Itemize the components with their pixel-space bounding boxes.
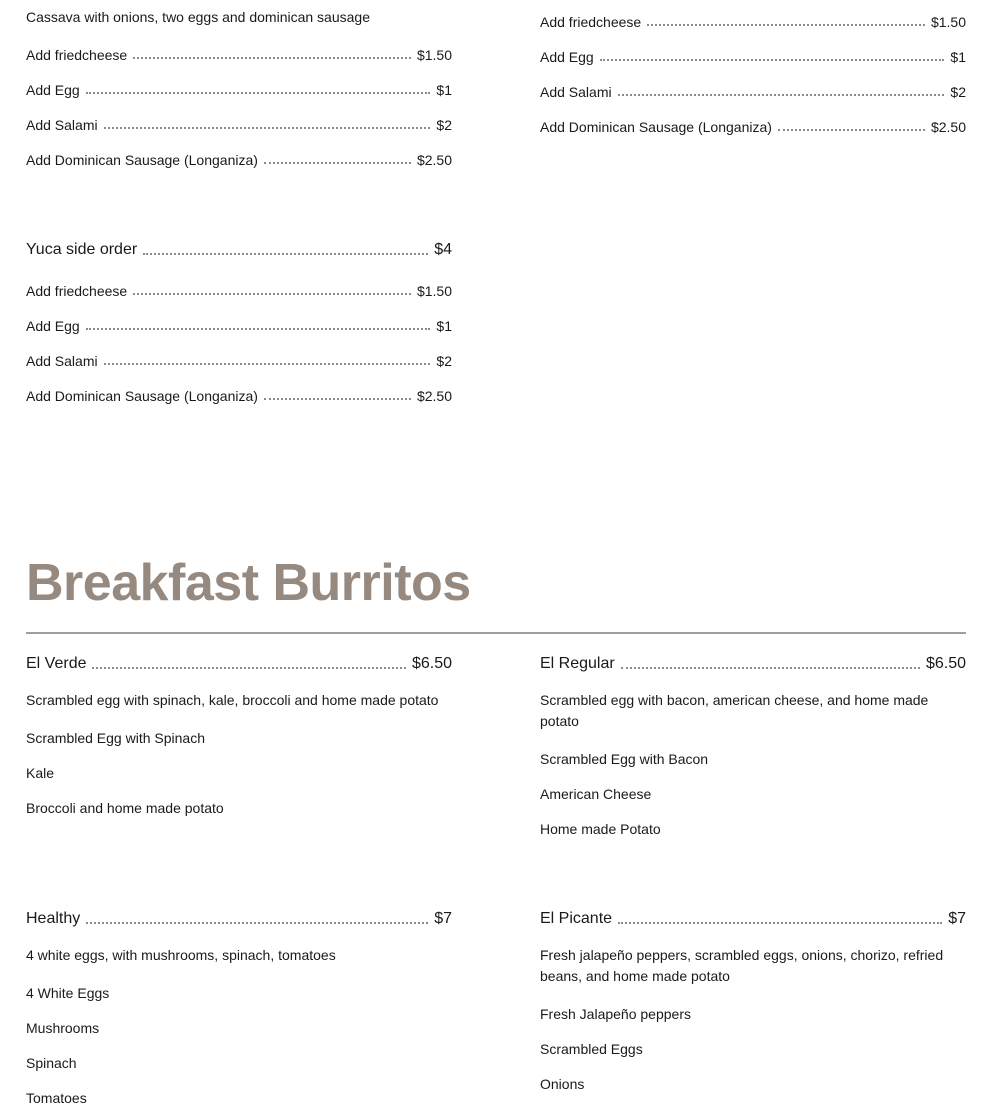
dot-leader: [600, 58, 945, 61]
ingredient: Spinach: [26, 1055, 77, 1071]
section-divider: [26, 632, 966, 634]
dot-leader: [133, 56, 411, 59]
dot-leader: [86, 921, 428, 924]
item-price: $6.50: [925, 655, 966, 672]
addon-name: Add Dominican Sausage (Longaniza): [26, 388, 258, 404]
addon-name: Add friedcheese: [26, 47, 128, 63]
addon-row: [26, 47, 452, 63]
ingredient: Onions: [540, 1076, 585, 1092]
ingredient: Tomatoes: [26, 1090, 87, 1106]
addon-price: $1.50: [416, 283, 452, 299]
addon-row: [26, 152, 452, 168]
item-description: 4 white eggs, with mushrooms, spinach, tomatoes: [26, 947, 336, 963]
addon-row: [26, 318, 452, 334]
item-name: Yuca side order: [26, 241, 138, 258]
dot-leader: [86, 91, 431, 94]
addon-name: Add Dominican Sausage (Longaniza): [26, 152, 258, 168]
ingredient: Home made Potato: [540, 821, 661, 837]
item-price: $4: [434, 241, 452, 258]
item-name: El Regular: [540, 655, 615, 672]
addon-row: [26, 82, 452, 98]
dot-leader: [264, 161, 411, 164]
addon-row: [540, 84, 966, 100]
addon-name: Add Egg: [26, 318, 80, 334]
addon-price: $2.50: [416, 388, 452, 404]
ingredient: Fresh Jalapeño peppers: [540, 1006, 691, 1022]
item-name: El Picante: [540, 910, 613, 927]
item-description: Cassava with onions, two eggs and dominican sausage: [26, 9, 370, 25]
dot-leader: [143, 252, 428, 255]
item-name: El Verde: [26, 655, 87, 672]
addon-price: $2: [436, 117, 452, 133]
addon-price: $1: [436, 82, 452, 98]
item-description: Fresh jalapeño peppers, scrambled eggs, onions, chorizo, refried beans, and home made potato: [540, 947, 944, 984]
ingredient: Kale: [26, 765, 55, 781]
dot-leader: [647, 23, 925, 26]
addon-row: [540, 49, 966, 65]
menu-item-header: [26, 241, 452, 259]
item-description: Scrambled egg with bacon, american cheese, and home made potato: [540, 692, 929, 729]
ingredient: Scrambled Eggs: [540, 1041, 643, 1057]
addon-price: $1: [950, 49, 966, 65]
addon-price: $1.50: [416, 47, 452, 63]
dot-leader: [133, 292, 411, 295]
addon-row: [26, 388, 452, 404]
addon-price: $1: [436, 318, 452, 334]
menu-item-header: [26, 655, 452, 673]
section-title: Breakfast Burritos: [26, 554, 471, 612]
ingredient: Scrambled Egg with Bacon: [540, 751, 709, 767]
ingredient: Mushrooms: [26, 1020, 100, 1036]
addon-name: Add Dominican Sausage (Longaniza): [540, 119, 772, 135]
item-price: $7: [948, 910, 966, 927]
dot-leader: [104, 362, 431, 365]
item-price: $7: [434, 910, 452, 927]
addon-row: [540, 14, 966, 30]
item-description: Scrambled egg with spinach, kale, broccoli and home made potato: [26, 692, 439, 708]
addon-name: Add Salami: [26, 117, 98, 133]
addon-name: Add Salami: [26, 353, 98, 369]
addon-row: [540, 119, 966, 135]
menu-item-header: [540, 910, 966, 928]
addon-price: $2.50: [416, 152, 452, 168]
dot-leader: [86, 327, 431, 330]
ingredient: Scrambled Egg with Spinach: [26, 730, 205, 746]
addon-name: Add friedcheese: [540, 14, 642, 30]
addon-price: $2: [950, 84, 966, 100]
addon-price: $1.50: [930, 14, 966, 30]
addon-name: Add Salami: [540, 84, 612, 100]
addon-row: [26, 353, 452, 369]
dot-leader: [621, 666, 920, 669]
addon-row: [26, 117, 452, 133]
ingredient: American Cheese: [540, 786, 652, 802]
dot-leader: [618, 921, 942, 924]
dot-leader: [264, 397, 411, 400]
item-name: Healthy: [26, 910, 81, 927]
ingredient: 4 White Eggs: [26, 985, 110, 1001]
addon-row: [26, 283, 452, 299]
dot-leader: [92, 666, 405, 669]
menu-item-header: [540, 655, 966, 673]
addon-name: Add friedcheese: [26, 283, 128, 299]
dot-leader: [778, 128, 925, 131]
addon-name: Add Egg: [540, 49, 594, 65]
dot-leader: [104, 126, 431, 129]
item-price: $6.50: [411, 655, 452, 672]
addon-price: $2: [436, 353, 452, 369]
addon-price: $2.50: [930, 119, 966, 135]
ingredient: Broccoli and home made potato: [26, 800, 224, 816]
dot-leader: [618, 93, 945, 96]
menu-item-header: [26, 910, 452, 928]
addon-name: Add Egg: [26, 82, 80, 98]
